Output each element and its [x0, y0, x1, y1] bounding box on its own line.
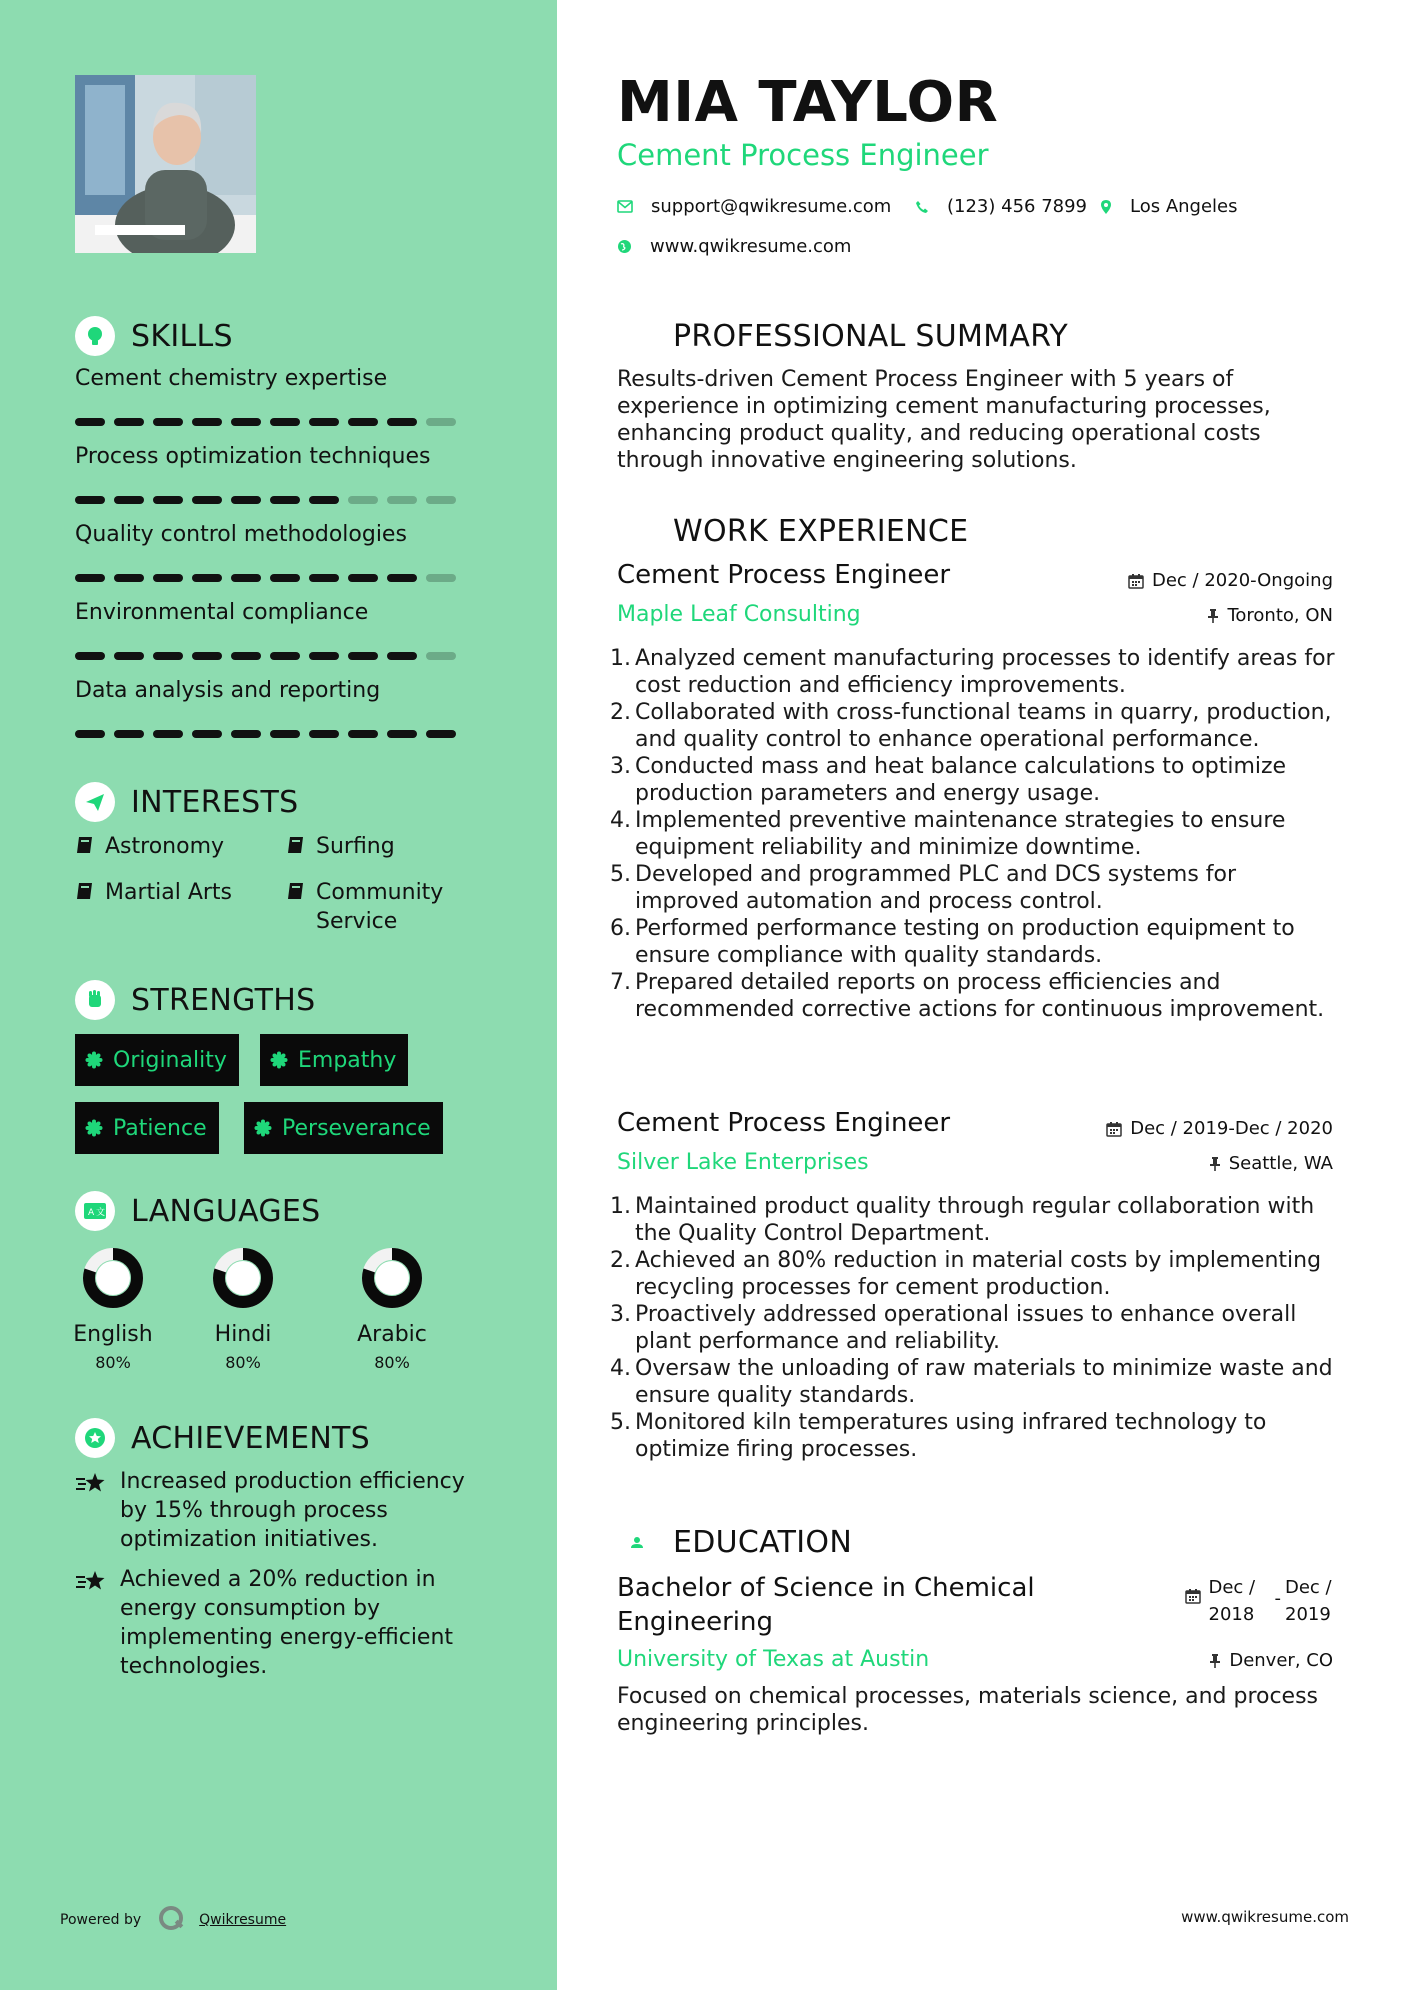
skill-label: Process optimization techniques: [75, 444, 431, 469]
strengths-title: STRENGTHS: [131, 982, 316, 1018]
bullet-item: 7. Prepared detailed reports on process efficiencies and recommended corrective actions for continuous improvement.: [610, 970, 1325, 1022]
bullet-item: 2. Collaborated with cross-functional teams in quarry, production, and quality control to enhance operational performance.: [610, 700, 1332, 752]
badge-icon: [85, 1051, 103, 1069]
interest-item: [75, 878, 232, 909]
bullet-item: 5. Monitored kiln temperatures using infrared technology to optimize firing processes.: [610, 1410, 1267, 1462]
donut-hole: [226, 1261, 260, 1295]
experience-title: WORK EXPERIENCE: [673, 513, 969, 549]
skill-dash: [387, 652, 417, 660]
achievement-text: Achieved a 20% reduction in energy consumption by implementing energy-efficient technologies.: [120, 1567, 454, 1679]
bullet-item: 4. Oversaw the unloading of raw materials to minimize waste and ensure quality standards.: [610, 1356, 1333, 1408]
education-title: EDUCATION: [673, 1524, 853, 1560]
skill-dash: [426, 418, 456, 426]
badge-icon: [85, 1119, 103, 1137]
achievement-item: [75, 1467, 485, 1554]
job-dates-text: Dec / 2020-Ongoing: [1152, 570, 1333, 591]
strength-tag: [75, 1034, 239, 1086]
location-text: Los Angeles: [1130, 196, 1238, 217]
bullet-item: 4. Implemented preventive maintenance strategies to ensure equipment reliability and minimize downtime.: [610, 808, 1286, 860]
education-location: [1209, 1650, 1333, 1671]
candidate-role: Cement Process Engineer: [617, 138, 989, 172]
job-location: [1209, 1153, 1333, 1174]
skills-heading: [75, 316, 233, 356]
book-icon: [75, 834, 105, 863]
skill-dash: [309, 496, 339, 504]
interest-item: [75, 832, 224, 863]
paper-plane-icon: [75, 782, 115, 822]
skill-dash: [114, 574, 144, 582]
strength-label: Perseverance: [282, 1115, 431, 1141]
interest-label: Martial Arts: [105, 880, 233, 905]
language-percent: 80%: [225, 1353, 261, 1372]
envelope-icon: [617, 200, 633, 213]
language-item: [327, 1246, 457, 1372]
experience-heading: [617, 511, 968, 551]
book-icon: [286, 880, 316, 909]
contact-location: [1100, 196, 1238, 217]
donut-hole: [96, 1261, 130, 1295]
donut-hole: [375, 1261, 409, 1295]
pushpin-icon: [1209, 1156, 1221, 1172]
skill-dash: [114, 652, 144, 660]
profile-photo: [75, 75, 256, 253]
skill-dash: [270, 574, 300, 582]
strengths-heading: [75, 980, 315, 1020]
qwikresume-link[interactable]: Qwikresume: [199, 1912, 287, 1928]
contact-website[interactable]: [617, 236, 851, 257]
user-icon: [617, 316, 657, 356]
skill-label: Quality control methodologies: [75, 522, 407, 547]
language-item: [178, 1246, 308, 1372]
summary-text: Results-driven Cement Process Engineer with 5 years of experience in optimizing cement manufacturing processes, enhancing product quality, and reducing operational costs through innovative engineering solutions.: [617, 367, 1271, 473]
skill-dash: [270, 496, 300, 504]
shooting-star-icon: [75, 1569, 120, 1601]
footer-url[interactable]: www.qwikresume.com: [1181, 1908, 1349, 1926]
skill-dash: [231, 574, 261, 582]
school-name: University of Texas at Austin: [617, 1647, 930, 1672]
calendar-icon: [1128, 573, 1144, 589]
bullet-item: 3. Conducted mass and heat balance calculations to optimize production parameters and energy usage.: [610, 754, 1287, 806]
bullet-item: 1. Maintained product quality through regular collaboration with the Quality Control Department.: [610, 1194, 1315, 1246]
map-pin-icon: [1100, 199, 1112, 215]
strength-tag: [260, 1034, 408, 1086]
languages-title: LANGUAGES: [131, 1193, 321, 1229]
strength-tag: [75, 1102, 219, 1154]
skill-label: Cement chemistry expertise: [75, 366, 388, 391]
language-percent: 80%: [374, 1353, 410, 1372]
skill-dash: [192, 652, 222, 660]
contact-email[interactable]: [617, 196, 891, 217]
qwikresume-logo-icon: [157, 1904, 185, 1936]
skill-label: Environmental compliance: [75, 600, 369, 625]
skill-dash: [114, 418, 144, 426]
skill-dash: [192, 730, 222, 738]
strength-tag: [244, 1102, 443, 1154]
shooting-star-icon: [75, 1471, 120, 1503]
strength-label: Originality: [113, 1047, 227, 1073]
job-title: Cement Process Engineer: [617, 1108, 951, 1138]
skill-dash: [231, 418, 261, 426]
skill-level-bar: [75, 730, 456, 738]
skill-dash: [348, 574, 378, 582]
powered-by: [60, 1904, 286, 1936]
sidebar: [0, 0, 557, 1990]
language-item: [48, 1246, 178, 1372]
skill-dash: [348, 652, 378, 660]
language-card-icon: [75, 1191, 115, 1231]
pushpin-icon: [1207, 608, 1219, 624]
badge-icon: [270, 1051, 288, 1069]
book-icon: [286, 834, 316, 863]
interest-item: [286, 832, 395, 863]
skill-dash: [309, 574, 339, 582]
skill-dash: [231, 652, 261, 660]
skill-dash: [75, 496, 105, 504]
job-location-text: Seattle, WA: [1228, 1153, 1333, 1174]
language-name: Arabic: [357, 1322, 427, 1347]
bullet-item: 2. Achieved an 80% reduction in material costs by implementing recycling processes for cement production.: [610, 1248, 1322, 1300]
skills-title: SKILLS: [131, 318, 233, 354]
summary-heading: [617, 316, 1068, 356]
skill-dash: [231, 730, 261, 738]
job-location: [1207, 605, 1333, 626]
skill-dash: [309, 652, 339, 660]
edu-date-end: Dec / 2019: [1285, 1577, 1332, 1625]
interests-heading: [75, 782, 298, 822]
skill-dash: [270, 652, 300, 660]
bullet-item: 6. Performed performance testing on production equipment to ensure compliance with quality standards.: [610, 916, 1295, 968]
fist-icon: [75, 980, 115, 1020]
skill-dash: [348, 730, 378, 738]
skill-label: Data analysis and reporting: [75, 678, 381, 703]
skill-dash: [75, 418, 105, 426]
achievements-heading: [75, 1418, 370, 1458]
summary-title: PROFESSIONAL SUMMARY: [673, 318, 1069, 354]
strength-label: Patience: [113, 1115, 207, 1141]
language-donut: [81, 1246, 145, 1310]
job-dates-text: Dec / 2019-Dec / 2020: [1130, 1118, 1333, 1139]
skill-dash: [114, 496, 144, 504]
languages-heading: [75, 1191, 321, 1231]
edu-date-separator: -: [1274, 1588, 1281, 1609]
company-name: Silver Lake Enterprises: [617, 1150, 869, 1175]
achievement-text: Increased production efficiency by 15% through process optimization initiatives.: [120, 1469, 465, 1552]
skill-dash: [153, 418, 183, 426]
skill-dash: [270, 418, 300, 426]
edu-date-start: Dec / 2018: [1208, 1577, 1256, 1625]
powered-prefix: Powered by: [60, 1912, 142, 1928]
skill-dash: [153, 652, 183, 660]
skill-level-bar: [75, 574, 456, 582]
skill-dash: [309, 418, 339, 426]
skill-dash: [192, 496, 222, 504]
skill-dash: [192, 418, 222, 426]
skill-dash: [153, 574, 183, 582]
skill-level-bar: [75, 652, 456, 660]
job-title: Cement Process Engineer: [617, 560, 951, 590]
skill-dash: [387, 418, 417, 426]
language-name: English: [73, 1322, 153, 1347]
graduate-icon: [617, 1522, 657, 1562]
interests-title: INTERESTS: [131, 784, 299, 820]
degree-title: Bachelor of Science in Chemical Engineering: [617, 1573, 1035, 1637]
calendar-icon: [1106, 1121, 1122, 1137]
office-chair-icon: [617, 511, 657, 551]
interest-label: Community Service: [316, 880, 444, 934]
star-badge-icon: [75, 1418, 115, 1458]
phone-text: (123) 456 7899: [947, 196, 1088, 217]
education-dates: [1185, 1574, 1334, 1628]
skill-level-bar: [75, 418, 456, 426]
education-text: Focused on chemical processes, materials science, and process engineering principles.: [617, 1684, 1319, 1736]
job-dates: [1106, 1118, 1333, 1139]
globe-icon: [617, 239, 632, 254]
skill-dash: [75, 652, 105, 660]
candidate-name: MIA TAYLOR: [617, 70, 999, 135]
calendar-icon: [1185, 1588, 1201, 1604]
skill-dash: [75, 730, 105, 738]
education-heading: [617, 1522, 852, 1562]
skill-dash: [231, 496, 261, 504]
language-percent: 80%: [95, 1353, 131, 1372]
svg-text:A: A: [88, 1208, 95, 1218]
language-donut: [211, 1246, 275, 1310]
email-text: support@qwikresume.com: [651, 196, 892, 217]
job-bullets: [610, 645, 1345, 1023]
skill-dash: [309, 730, 339, 738]
job-bullets: [610, 1193, 1345, 1463]
skill-dash: [426, 496, 456, 504]
skill-dash: [153, 730, 183, 738]
website-text: www.qwikresume.com: [650, 236, 852, 257]
interest-item: [286, 878, 476, 936]
achievements-title: ACHIEVEMENTS: [131, 1420, 371, 1456]
svg-text:文: 文: [96, 1208, 106, 1218]
phone-icon: [915, 200, 929, 214]
skill-dash: [153, 496, 183, 504]
skill-dash: [348, 418, 378, 426]
skill-level-bar: [75, 496, 456, 504]
bullet-item: 3. Proactively addressed operational issues to enhance overall plant performance and reliability.: [610, 1302, 1297, 1354]
language-donut: [360, 1246, 424, 1310]
skill-dash: [114, 730, 144, 738]
interest-label: Astronomy: [105, 834, 225, 859]
badge-icon: [254, 1119, 272, 1137]
skill-dash: [426, 574, 456, 582]
book-icon: [75, 880, 105, 909]
company-name: Maple Leaf Consulting: [617, 602, 861, 627]
skill-dash: [387, 574, 417, 582]
skill-dash: [75, 574, 105, 582]
lightbulb-icon: [75, 316, 115, 356]
education-location-text: Denver, CO: [1229, 1650, 1333, 1671]
skill-dash: [426, 730, 456, 738]
achievement-item: [75, 1565, 485, 1681]
skill-dash: [387, 730, 417, 738]
skill-dash: [270, 730, 300, 738]
strength-label: Empathy: [298, 1047, 397, 1073]
language-name: Hindi: [214, 1322, 272, 1347]
contact-phone[interactable]: [915, 196, 1087, 217]
skill-dash: [387, 496, 417, 504]
job-location-text: Toronto, ON: [1227, 605, 1333, 626]
job-dates: [1128, 570, 1333, 591]
bullet-item: 5. Developed and programmed PLC and DCS systems for improved automation and process control.: [610, 862, 1237, 914]
interest-label: Surfing: [316, 834, 395, 859]
skill-dash: [426, 652, 456, 660]
pushpin-icon: [1209, 1653, 1221, 1669]
skill-dash: [192, 574, 222, 582]
bullet-item: 1. Analyzed cement manufacturing processes to identify areas for cost reduction and efficiency improvements.: [610, 646, 1335, 698]
skill-dash: [348, 496, 378, 504]
